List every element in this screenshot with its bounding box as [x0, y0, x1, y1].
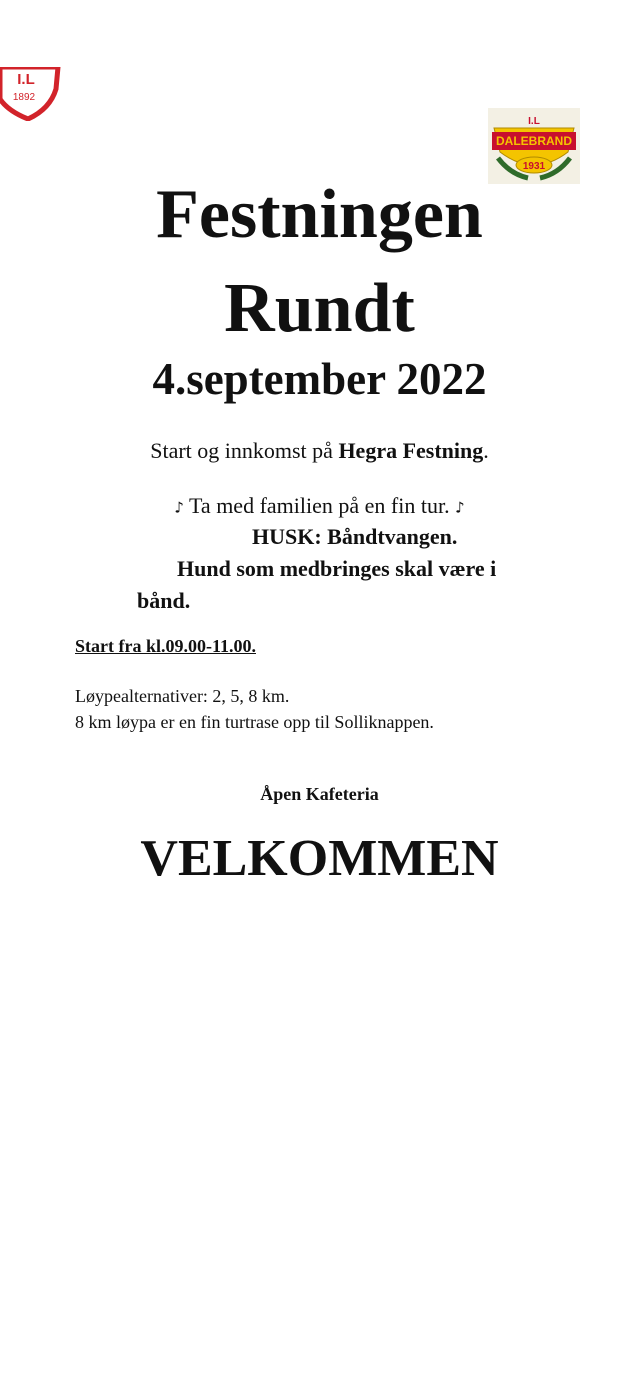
start-end: . — [483, 438, 489, 463]
start-text: Start og innkomst på — [150, 438, 339, 463]
club-logo-right — [488, 108, 580, 184]
leash-reminder: HUSK: Båndtvangen. — [252, 524, 458, 549]
left-logo-year: 1892 — [12, 92, 36, 103]
club-shield-icon — [0, 67, 62, 121]
dalebrand-emblem-icon — [488, 108, 580, 184]
title-line-1: Festningen — [156, 176, 483, 253]
start-location-line — [0, 439, 639, 463]
music-note-icon: ♪ — [455, 498, 465, 517]
dog-rule-line-1: Hund som medbringes skal være i — [177, 556, 497, 581]
event-date: 4.september 2022 — [152, 354, 487, 404]
right-logo-year: 1931 — [522, 161, 546, 172]
route-options: Løypealternativer: 2, 5, 8 km. — [75, 686, 290, 706]
welcome-heading: VELKOMMEN — [140, 830, 499, 887]
title-line-2: Rundt — [224, 270, 415, 347]
family-trip-line — [0, 494, 639, 518]
route-description: 8 km løypa er en fin turtrase opp til Solliknappen. — [75, 712, 434, 732]
dog-rule-line-2: bånd. — [137, 588, 191, 613]
start-time: Start fra kl.09.00-11.00. — [75, 636, 256, 656]
club-logo-left — [0, 67, 62, 121]
cafeteria-notice: Åpen Kafeteria — [260, 784, 379, 804]
right-logo-name: DALEBRAND — [496, 134, 572, 148]
family-trip-text: Ta med familien på en fin tur. — [183, 493, 456, 518]
left-logo-text: I.L — [17, 71, 35, 88]
music-note-icon: ♪ — [174, 498, 184, 517]
start-location: Hegra Festning — [338, 438, 484, 463]
right-logo-prefix: I.L — [528, 116, 540, 127]
